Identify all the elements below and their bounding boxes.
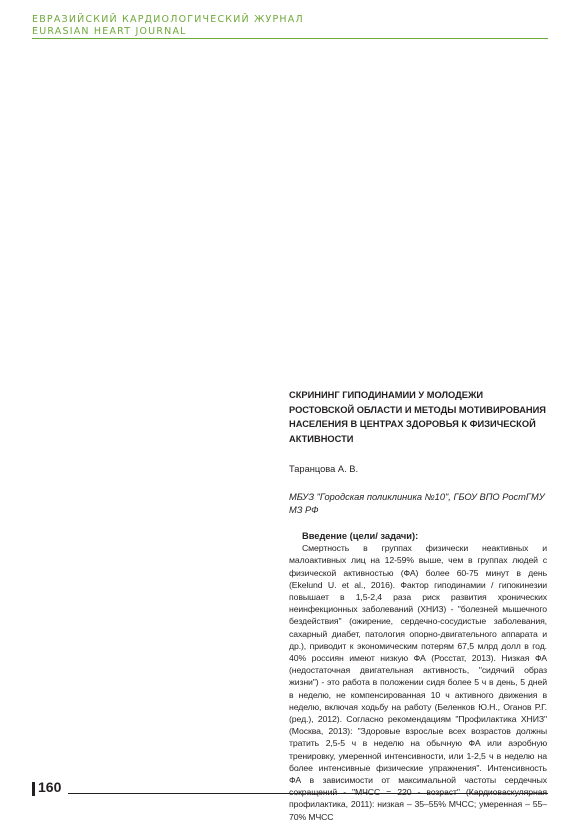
article-title: СКРИНИНГ ГИПОДИНАМИИ У МОЛОДЕЖИ РОСТОВСКОЙ ОБЛАСТИ И МЕТОДЫ МОТИВИРОВАНИЯ НАСЕЛЕНИЯ В ЦЕНТРАХ ЗДОРОВЬЯ К ФИЗИЧЕСКОЙ АКТИВНОСТИ bbox=[289, 390, 546, 444]
page-number: 160 bbox=[38, 779, 62, 795]
section-heading-introduction: Введение (цели/ задачи): bbox=[302, 531, 419, 541]
page-number-marker bbox=[32, 782, 35, 796]
article-author: Таранцова А. В. bbox=[289, 464, 359, 474]
journal-title-en: EURASIAN HEART JOURNAL bbox=[32, 26, 187, 37]
article-affiliation: МБУЗ "Городская поликлиника №10", ГБОУ ВПО РостГМУ МЗ РФ bbox=[289, 492, 545, 515]
article-abstract bbox=[289, 388, 547, 823]
footer-divider bbox=[68, 793, 548, 794]
journal-header bbox=[32, 14, 304, 38]
article-body-text: Смертность в группах физически неактивных и малоактивных лиц на 12-59% выше, чем в группах людей с физической активностью (ФА) более 60-75 минут в день (Ekelund U. et al., 2016). Фактор гиподинамии / гипокинезии повышает в 1,5-2,4 раза риск развития хронических неинфекционных заболеваний (ХНИЗ) - "болезней мышечного бездействия" (ожирение, сердечно-сосудистые заболевания, сахарный диабет, патология опорно-двигательного аппарата и др.), приводит к экономическим потерям 67,5 млрд долл в год. 40% россиян имеют низкую ФА (Росстат, 2013). Низкая ФА (недостаточная двигательная активность, "сидячий образ жизни") - это работа в положении сидя более 5 ч в день, 5 дней в неделю, не компенсированная 10 ч активного движения в неделю, включая ходьбу на работу (Беленков Ю.Н., Оганов Р.Г. (ред.), 2012). Согласно рекомендациям "Профилактика ХНИЗ" (Москва, 2013): "Здоровые взрослые всех возрастов должны тратить 2,5-5 ч в неделю на обычную ФА или аэробную тренировку, умеренной интенсивности, или 1-2,5 ч в неделю на более интенсивные физические упражнения". Интенсивность ФА в зависимости от максимальной частоты сердечных профилактика, 2011): низкая – 35–55% МЧСС; умеренная – 55–70% МЧСС bbox=[289, 543, 547, 822]
journal-title-ru: ЕВРАЗИЙСКИЙ КАРДИОЛОГИЧЕСКИЙ ЖУРНАЛ bbox=[32, 14, 304, 25]
header-divider bbox=[32, 38, 548, 39]
